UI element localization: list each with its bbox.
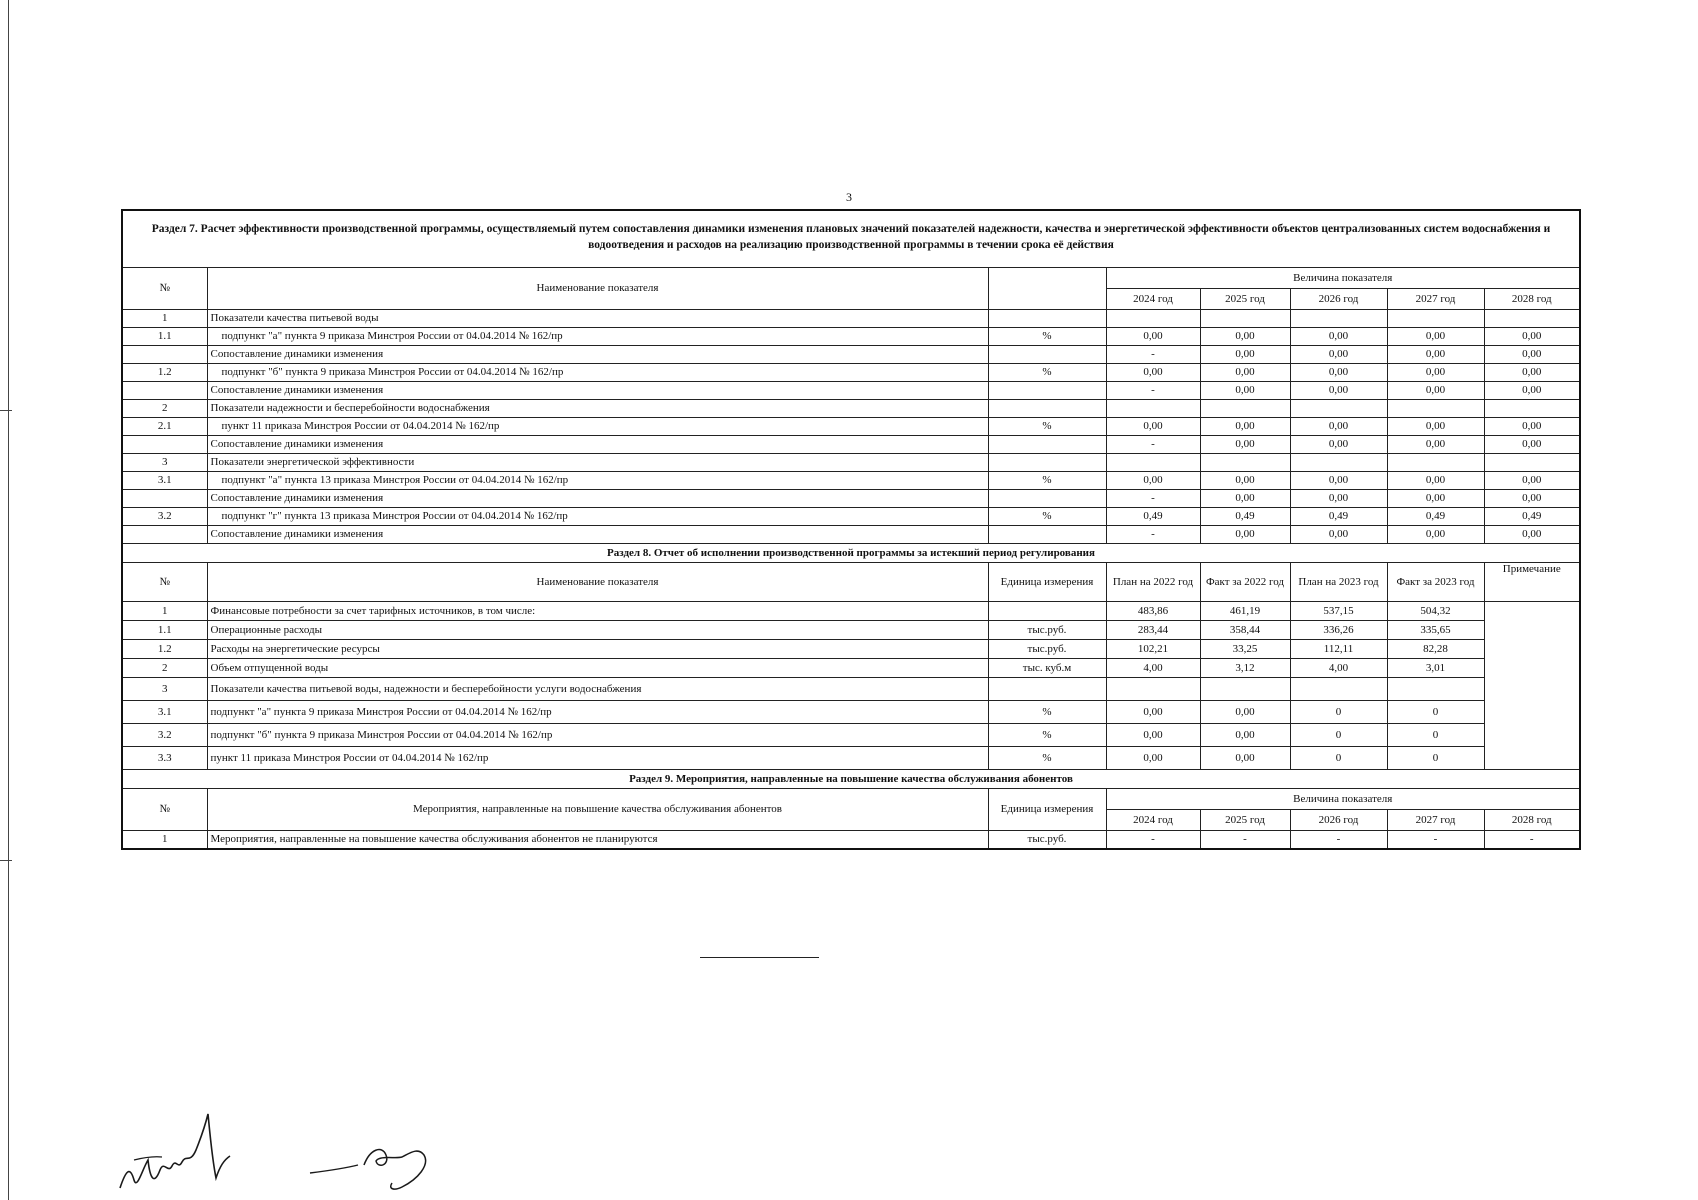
row-value: 483,86 [1106,602,1200,621]
row-value: 0,00 [1484,328,1580,346]
col-header-name: Наименование показателя [207,563,988,602]
row-value: 0,00 [1290,382,1387,400]
row-num: 3 [122,678,207,701]
row-num [122,436,207,454]
row-value [1387,310,1484,328]
row-value: 0,00 [1484,490,1580,508]
row-value: 102,21 [1106,640,1200,659]
row-value [1484,454,1580,472]
row-num: 2.1 [122,418,207,436]
row-value: 0 [1387,701,1484,724]
table-row [122,526,1580,544]
section8-title-row [122,544,1580,563]
row-value: 0,00 [1387,382,1484,400]
row-value: 0,00 [1387,328,1484,346]
row-name: Расходы на энергетические ресурсы [207,640,988,659]
col-header-value-group: Величина показателя [1106,789,1580,810]
row-value: 0,00 [1290,436,1387,454]
row-value: 0,00 [1290,472,1387,490]
col-header-num: № [122,268,207,310]
row-name: Сопоставление динамики изменения [207,490,988,508]
row-value: - [1484,831,1580,850]
row-unit: % [988,418,1106,436]
table-row [122,602,1580,621]
row-value: 3,01 [1387,659,1484,678]
col-header-year: 2028 год [1484,289,1580,310]
row-unit: % [988,328,1106,346]
col-header-note: Примечание [1484,563,1580,602]
row-num: 1 [122,831,207,850]
row-value: 0,00 [1387,364,1484,382]
row-name: Финансовые потребности за счет тарифных источников, в том числе: [207,602,988,621]
row-name: подпункт "б" пункта 9 приказа Минстроя России от 04.04.2014 № 162/пр [207,724,988,747]
table-row [122,400,1580,418]
row-value: - [1106,831,1200,850]
row-value [1290,454,1387,472]
row-value [1200,310,1290,328]
section8-title: Раздел 8. Отчет об исполнении производственной программы за истекший период регулирования [122,544,1580,563]
row-num: 3 [122,454,207,472]
row-value [1106,310,1200,328]
row-value: 0,00 [1106,364,1200,382]
col-header-year: 2026 год [1290,289,1387,310]
col-header-value-group: Величина показателя [1106,268,1580,289]
row-value: 283,44 [1106,621,1200,640]
row-value [1484,400,1580,418]
row-name: Показатели качества питьевой воды, надежности и бесперебойности услуги водоснабжения [207,678,988,701]
row-unit: % [988,472,1106,490]
col-header-plan-2022: План на 2022 год [1106,563,1200,602]
row-unit [988,400,1106,418]
row-value: 504,32 [1387,602,1484,621]
row-value: 358,44 [1200,621,1290,640]
row-value: 0,00 [1387,472,1484,490]
row-value: 0,00 [1290,526,1387,544]
col-header-year: 2025 год [1200,289,1290,310]
row-value: 4,00 [1290,659,1387,678]
row-value [1387,678,1484,701]
row-name: Показатели качества питьевой воды [207,310,988,328]
row-name: подпункт "г" пункта 13 приказа Минстроя России от 04.04.2014 № 162/пр [207,508,988,526]
row-value: 0,49 [1484,508,1580,526]
row-unit [988,436,1106,454]
section9-title: Раздел 9. Мероприятия, направленные на повышение качества обслуживания абонентов [122,770,1580,789]
row-num: 3.1 [122,701,207,724]
row-name: подпункт "б" пункта 9 приказа Минстроя России от 04.04.2014 № 162/пр [207,364,988,382]
row-value: 335,65 [1387,621,1484,640]
table-row [122,621,1580,640]
table-row [122,490,1580,508]
row-unit: % [988,747,1106,770]
col-header-year: 2027 год [1387,810,1484,831]
row-value: - [1387,831,1484,850]
row-value: 0 [1290,747,1387,770]
row-num: 1.2 [122,640,207,659]
row-value [1106,454,1200,472]
row-name: подпункт "а" пункта 13 приказа Минстроя России от 04.04.2014 № 162/пр [207,472,988,490]
row-value: 0,00 [1200,346,1290,364]
col-header-name: Мероприятия, направленные на повышение качества обслуживания абонентов [207,789,988,831]
row-value: 0,00 [1106,701,1200,724]
row-value: 0,00 [1387,490,1484,508]
row-value [1200,400,1290,418]
row-value: 0,00 [1200,472,1290,490]
row-value: 0,00 [1106,418,1200,436]
col-header-year: 2028 год [1484,810,1580,831]
row-value: 0,00 [1200,526,1290,544]
margin-tick [0,410,12,411]
row-value [1200,454,1290,472]
table-row [122,346,1580,364]
row-value: 336,26 [1290,621,1387,640]
row-value: 0,00 [1200,382,1290,400]
row-value [1290,400,1387,418]
row-value [1387,454,1484,472]
row-unit: % [988,724,1106,747]
table-row [122,310,1580,328]
section7-title-row [122,210,1580,268]
row-value: 0,00 [1200,364,1290,382]
row-value: 0,00 [1200,490,1290,508]
row-value: 0,00 [1387,346,1484,364]
table-row [122,328,1580,346]
row-num: 1 [122,310,207,328]
table-row [122,418,1580,436]
table-row [122,508,1580,526]
row-num: 1.1 [122,621,207,640]
col-header-unit: Единица измерения [988,789,1106,831]
row-unit [988,602,1106,621]
row-value: 33,25 [1200,640,1290,659]
col-header-year: 2026 год [1290,810,1387,831]
col-header-unit: Единица измерения [988,563,1106,602]
row-value: 0,00 [1484,346,1580,364]
row-value: 0,00 [1200,436,1290,454]
row-name: Сопоставление динамики изменения [207,436,988,454]
table-row [122,701,1580,724]
row-value: 0,00 [1387,436,1484,454]
page-number: 3 [846,190,852,204]
row-value: 0,00 [1387,418,1484,436]
col-header-year: 2024 год [1106,289,1200,310]
section9-title-row [122,770,1580,789]
row-name: Сопоставление динамики изменения [207,382,988,400]
signature-mark [306,1125,456,1195]
table-row [122,747,1580,770]
row-value: 0,00 [1484,382,1580,400]
row-unit: тыс.руб. [988,621,1106,640]
col-header-fact-2022: Факт за 2022 год [1200,563,1290,602]
row-value: 0,00 [1290,364,1387,382]
report-table-body [122,210,1580,849]
row-num [122,382,207,400]
row-num [122,346,207,364]
row-value: 0,00 [1290,418,1387,436]
row-num: 1.2 [122,364,207,382]
row-unit [988,454,1106,472]
row-value: - [1106,346,1200,364]
row-unit: % [988,508,1106,526]
col-header-num: № [122,789,207,831]
table-row [122,454,1580,472]
table-row [122,724,1580,747]
row-unit [988,490,1106,508]
row-value [1387,400,1484,418]
row-value: 0,00 [1200,724,1290,747]
row-value: 0,49 [1106,508,1200,526]
row-value [1106,678,1200,701]
table-row [122,472,1580,490]
row-num [122,490,207,508]
row-value: 0,00 [1484,436,1580,454]
row-value: 0,00 [1106,724,1200,747]
table-row [122,831,1580,850]
row-value [1290,678,1387,701]
row-value: 0,49 [1290,508,1387,526]
row-value [1106,400,1200,418]
table-row [122,364,1580,382]
row-name: Показатели надежности и бесперебойности водоснабжения [207,400,988,418]
row-unit: % [988,701,1106,724]
row-num: 1 [122,602,207,621]
row-value: 0 [1387,724,1484,747]
row-num: 1.1 [122,328,207,346]
col-header-year: 2024 год [1106,810,1200,831]
row-value: 0,00 [1200,418,1290,436]
table-row [122,678,1580,701]
row-value: - [1106,526,1200,544]
col-header-name: Наименование показателя [207,268,988,310]
row-name: Объем отпущенной воды [207,659,988,678]
row-unit: тыс.руб. [988,640,1106,659]
row-value: - [1290,831,1387,850]
section8-header-row [122,563,1580,602]
section9-header-row [122,789,1580,810]
row-value: - [1106,490,1200,508]
row-value: 0,00 [1106,747,1200,770]
col-header-year: 2027 год [1387,289,1484,310]
table-row [122,659,1580,678]
row-num: 3.2 [122,724,207,747]
row-value: 0,00 [1106,472,1200,490]
row-value: 0,00 [1290,328,1387,346]
row-name: Показатели энергетической эффективности [207,454,988,472]
row-value: 0,49 [1387,508,1484,526]
table-row [122,436,1580,454]
col-header-unit [988,268,1106,310]
row-unit: тыс.руб. [988,831,1106,850]
row-num: 3.1 [122,472,207,490]
row-value: 0,00 [1387,526,1484,544]
row-num: 3.3 [122,747,207,770]
row-unit: тыс. куб.м [988,659,1106,678]
row-name: подпункт "а" пункта 9 приказа Минстроя России от 04.04.2014 № 162/пр [207,328,988,346]
row-name: подпункт "а" пункта 9 приказа Минстроя России от 04.04.2014 № 162/пр [207,701,988,724]
row-value: 0,00 [1484,364,1580,382]
divider-line [700,957,819,958]
row-name: Мероприятия, направленные на повышение качества обслуживания абонентов не планируются [207,831,988,850]
row-value: 0,00 [1200,747,1290,770]
row-num: 2 [122,659,207,678]
row-value [1200,678,1290,701]
row-value: - [1106,382,1200,400]
row-value: 0,00 [1200,328,1290,346]
row-value: 537,15 [1290,602,1387,621]
row-unit [988,526,1106,544]
row-value: 4,00 [1106,659,1200,678]
row-name: пункт 11 приказа Минстроя России от 04.04.2014 № 162/пр [207,747,988,770]
margin-tick [0,860,12,861]
col-header-fact-2023: Факт за 2023 год [1387,563,1484,602]
row-num [122,526,207,544]
row-name: Операционные расходы [207,621,988,640]
row-value [1484,310,1580,328]
col-header-plan-2023: План на 2023 год [1290,563,1387,602]
table-row [122,640,1580,659]
left-margin-line [8,0,9,1200]
row-unit [988,382,1106,400]
row-value: 0,00 [1200,701,1290,724]
col-header-num: № [122,563,207,602]
section7-title: Раздел 7. Расчет эффективности производственной программы, осуществляемый путем сопоставления динамики изменения плановых значений показателей надежности, качества и энергетической эффективности объектов централизованных систем водоснабжения и водоотведения и расходов на реализацию производственной программы в течении срока её действия [122,210,1580,268]
row-value: 0 [1290,701,1387,724]
row-value [1290,310,1387,328]
row-value: 3,12 [1200,659,1290,678]
row-value: 0,00 [1484,526,1580,544]
col-header-year: 2025 год [1200,810,1290,831]
report-table [121,209,1581,850]
row-unit [988,346,1106,364]
row-unit: % [988,364,1106,382]
row-num: 3.2 [122,508,207,526]
row-value: - [1106,436,1200,454]
row-value: 112,11 [1290,640,1387,659]
row-value: 0 [1387,747,1484,770]
row-value: 0 [1290,724,1387,747]
row-name: Сопоставление динамики изменения [207,346,988,364]
row-value: 0,00 [1290,490,1387,508]
signature-mark [112,1100,272,1195]
row-value: 461,19 [1200,602,1290,621]
row-name: пункт 11 приказа Минстроя России от 04.04.2014 № 162/пр [207,418,988,436]
row-value: 82,28 [1387,640,1484,659]
row-note [1484,602,1580,770]
row-unit [988,310,1106,328]
row-value: 0,00 [1484,472,1580,490]
row-value: 0,00 [1290,346,1387,364]
row-num: 2 [122,400,207,418]
row-unit [988,678,1106,701]
table-row [122,382,1580,400]
row-value: 0,00 [1484,418,1580,436]
row-value: 0,00 [1106,328,1200,346]
row-value: 0,49 [1200,508,1290,526]
row-name: Сопоставление динамики изменения [207,526,988,544]
section7-header-row [122,268,1580,289]
row-value: - [1200,831,1290,850]
